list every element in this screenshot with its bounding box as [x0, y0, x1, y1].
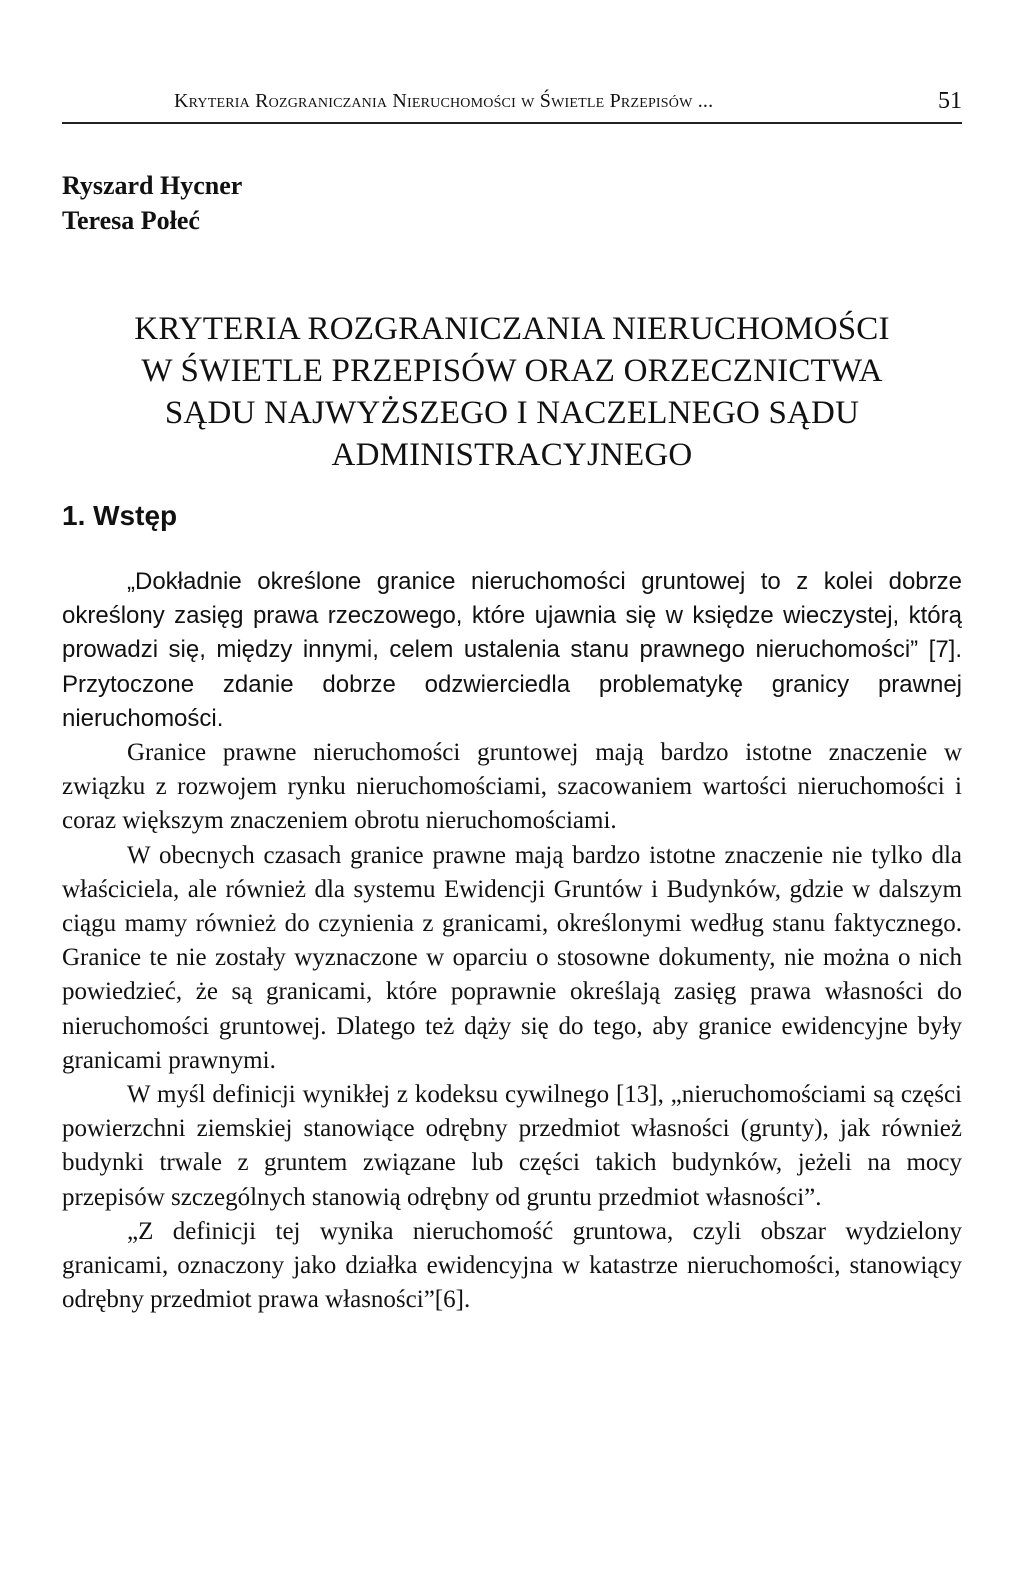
title-line: ADMINISTRACYJNEGO — [331, 437, 693, 473]
title-line: SĄDU NAJWYŻSZEGO I NACZELNEGO SĄDU — [164, 395, 860, 431]
page-number: 51 — [938, 88, 962, 114]
article-title — [62, 308, 962, 476]
running-header — [62, 88, 962, 124]
paragraph: Granice prawne nieruchomości gruntowej mają bardzo istotne znaczenie w związku z rozwojem rynku nieruchomościami, szacowaniem wartości nieruchomości i coraz większym znaczeniem obrotu nieruchomościami. — [62, 739, 962, 835]
title-line: KRYTERIA ROZGRANICZANIA NIERUCHOMOŚCI — [134, 311, 890, 347]
paragraph: W obecnych czasach granice prawne mają bardzo istotne znaczenie nie tylko dla właściciela, ale również dla systemu Ewidencji Gruntów i Budynków, gdzie w dalszym ciągu mamy również do czynienia z granicami, określonymi według stanu faktycznego. Granice te nie zostały wyznaczone w oparciu o stosowne dokumenty, nie można o nich powiedzieć, że są granicami, które poprawnie określają zasięg prawa własności do nieruchomości gruntowej. Dlatego też dąży się do tego, aby granice ewidencyjne były granicami prawnymi. — [62, 841, 962, 1074]
author-name: Teresa Połeć — [62, 206, 200, 235]
author-name: Ryszard Hycner — [62, 171, 243, 200]
paragraph: „Dokładnie określone granice nieruchomości gruntowej to z kolei dobrze określony zasięg prawa rzeczowego, które ujawnia się w księdze wieczystej, którą prowadzi się, między innymi, celem ustalenia stanu prawnego nieruchomości” [7]. Przytoczone zdanie dobrze odzwierciedla problematykę granicy prawnej nieruchomości. — [62, 568, 962, 732]
author-list — [62, 168, 242, 238]
section-heading: 1. Wstęp — [62, 500, 178, 531]
running-title: Kryteria Rozgraniczania Nieruchomości w Świetle Przepisów ... — [174, 90, 714, 112]
title-line: W ŚWIETLE PRZEPISÓW ORAZ ORZECZNICTWA — [141, 353, 883, 389]
paragraph: „Z definicji tej wynika nieruchomość gruntowa, czyli obszar wydzielony granicami, oznaczony jako działka ewidencyjna w katastrze nieruchomości, stanowiący odrębny przedmiot prawa własności”[6]. — [62, 1217, 962, 1314]
body-text — [62, 565, 962, 1317]
paragraph: W myśl definicji wynikłej z kodeksu cywilnego [13], „nieruchomościami są części powierzchni ziemskiej stanowiące odrębny przedmiot własności (grunty), jak również budynki trwale z gruntem związane lub części takich budynków, jeżeli na mocy przepisów szczególnych stanowią odrębny od gruntu przedmiot własności”. — [62, 1081, 962, 1211]
